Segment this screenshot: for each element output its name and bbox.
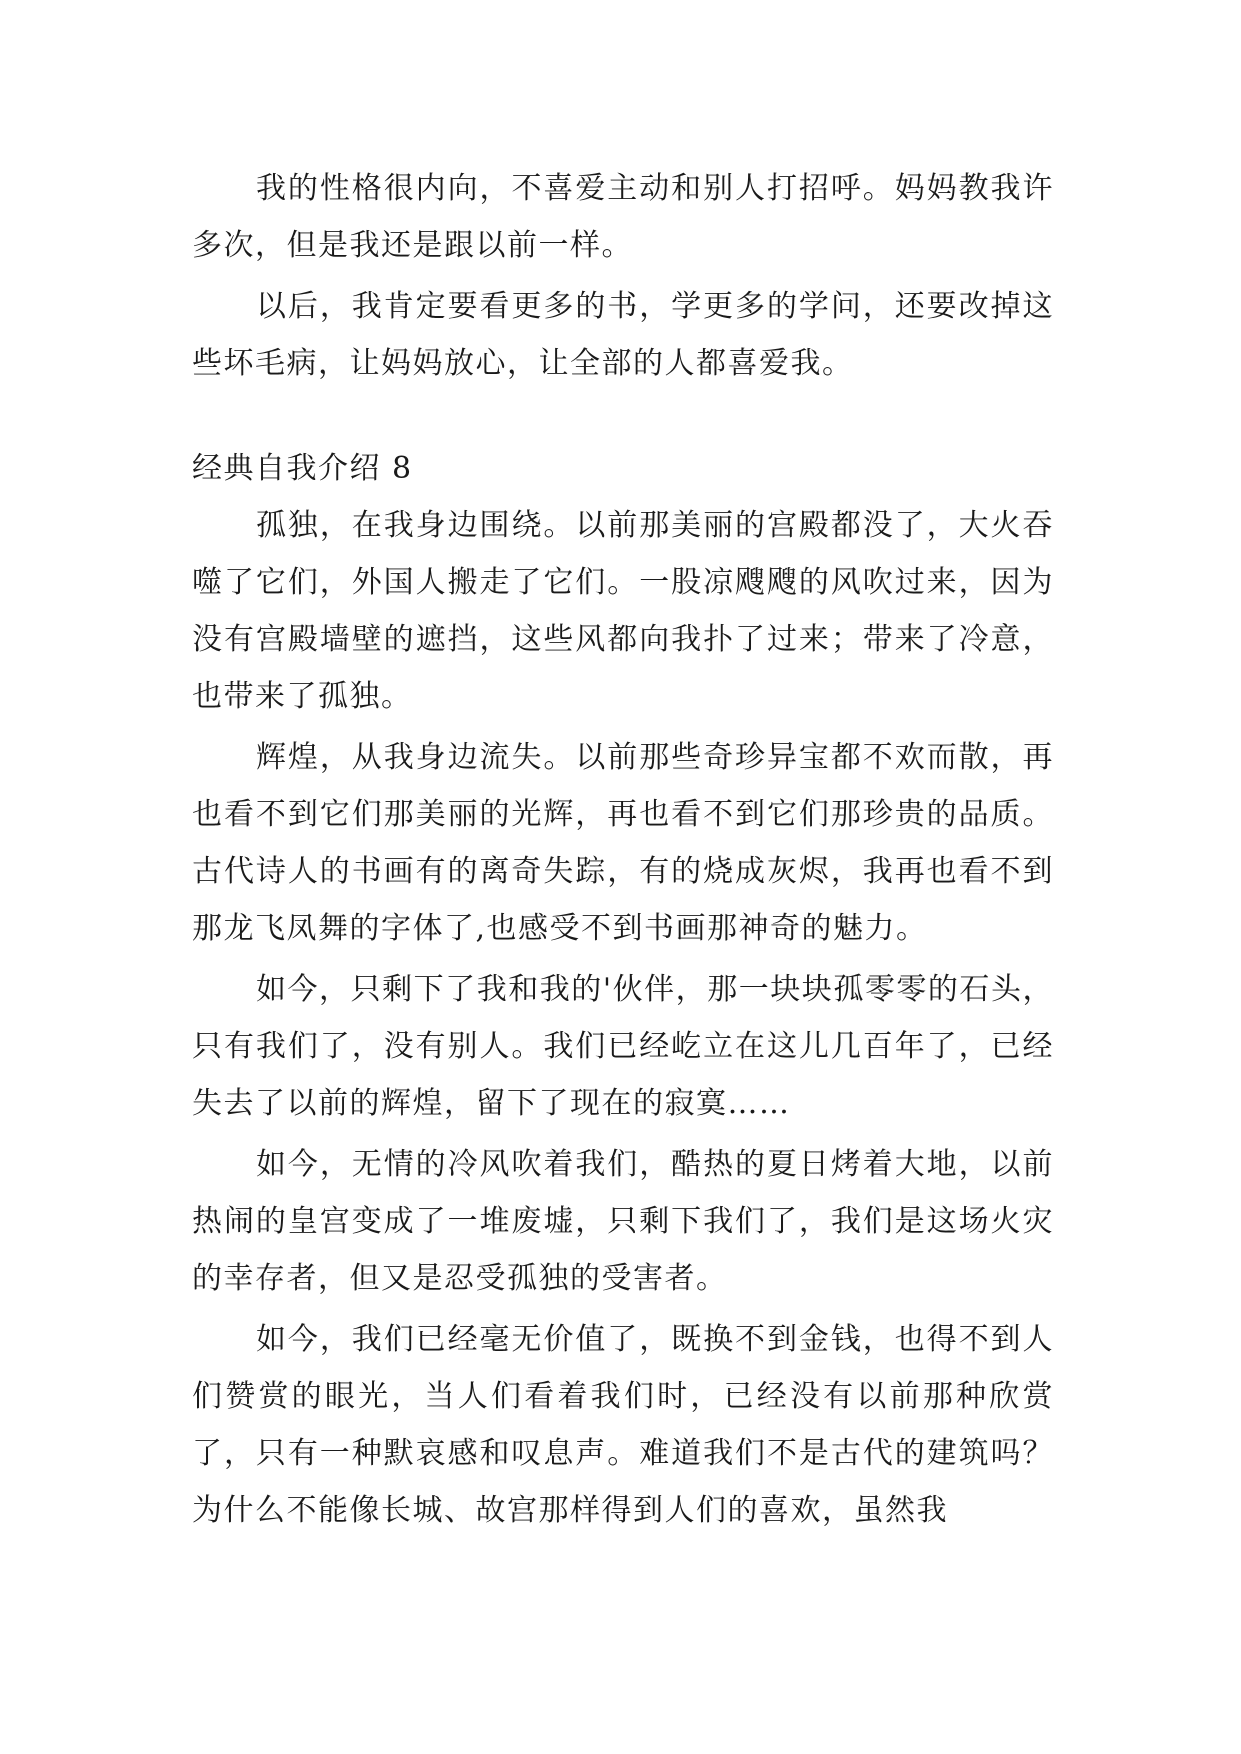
paragraph: 以后，我肯定要看更多的书，学更多的学问，还要改掉这些坏毛病，让妈妈放心，让全部的人都喜爱我。 (192, 289, 1054, 381)
paragraph: 我的性格很内向，不喜爱主动和别人打招呼。妈妈教我许多次，但是我还是跟以前一样。 (192, 171, 1054, 263)
paragraph: 如今，我们已经毫无价值了，既换不到金钱，也得不到人们赞赏的眼光，当人们看着我们时，已经没有以前那种欣赏了，只有一种默哀感和叹息声。难道我们不是古代的建筑吗？为什么不能像长城、故宫那样得到人们的喜欢，虽然我 (192, 1322, 1054, 1528)
paragraph: 如今，无情的冷风吹着我们，酷热的夏日烤着大地，以前热闹的皇宫变成了一堆废墟，只剩下我们了，我们是这场火灾的幸存者，但又是忍受孤独的受害者。 (192, 1147, 1054, 1296)
document-body (192, 160, 1054, 1539)
paragraph: 孤独，在我身边围绕。以前那美丽的宫殿都没了，大火吞噬了它们，外国人搬走了它们。一股凉飕飕的风吹过来，因为没有宫殿墙壁的遮挡，这些风都向我扑了过来；带来了冷意，也带来了孤独。 (192, 508, 1054, 714)
paragraph: 如今，只剩下了我和我的'伙伴，那一块块孤零零的石头，只有我们了，没有别人。我们已经屹立在这儿几百年了，已经失去了以前的辉煌，留下了现在的寂寞…… (192, 972, 1054, 1121)
section-heading: 经典自我介绍 8 (192, 451, 413, 486)
paragraph: 辉煌，从我身边流失。以前那些奇珍异宝都不欢而散，再也看不到它们那美丽的光辉，再也看不到它们那珍贵的品质。古代诗人的书画有的离奇失踪，有的烧成灰烬，我再也看不到那龙飞凤舞的字体了,也感受不到书画那神奇的魅力。 (192, 740, 1054, 946)
